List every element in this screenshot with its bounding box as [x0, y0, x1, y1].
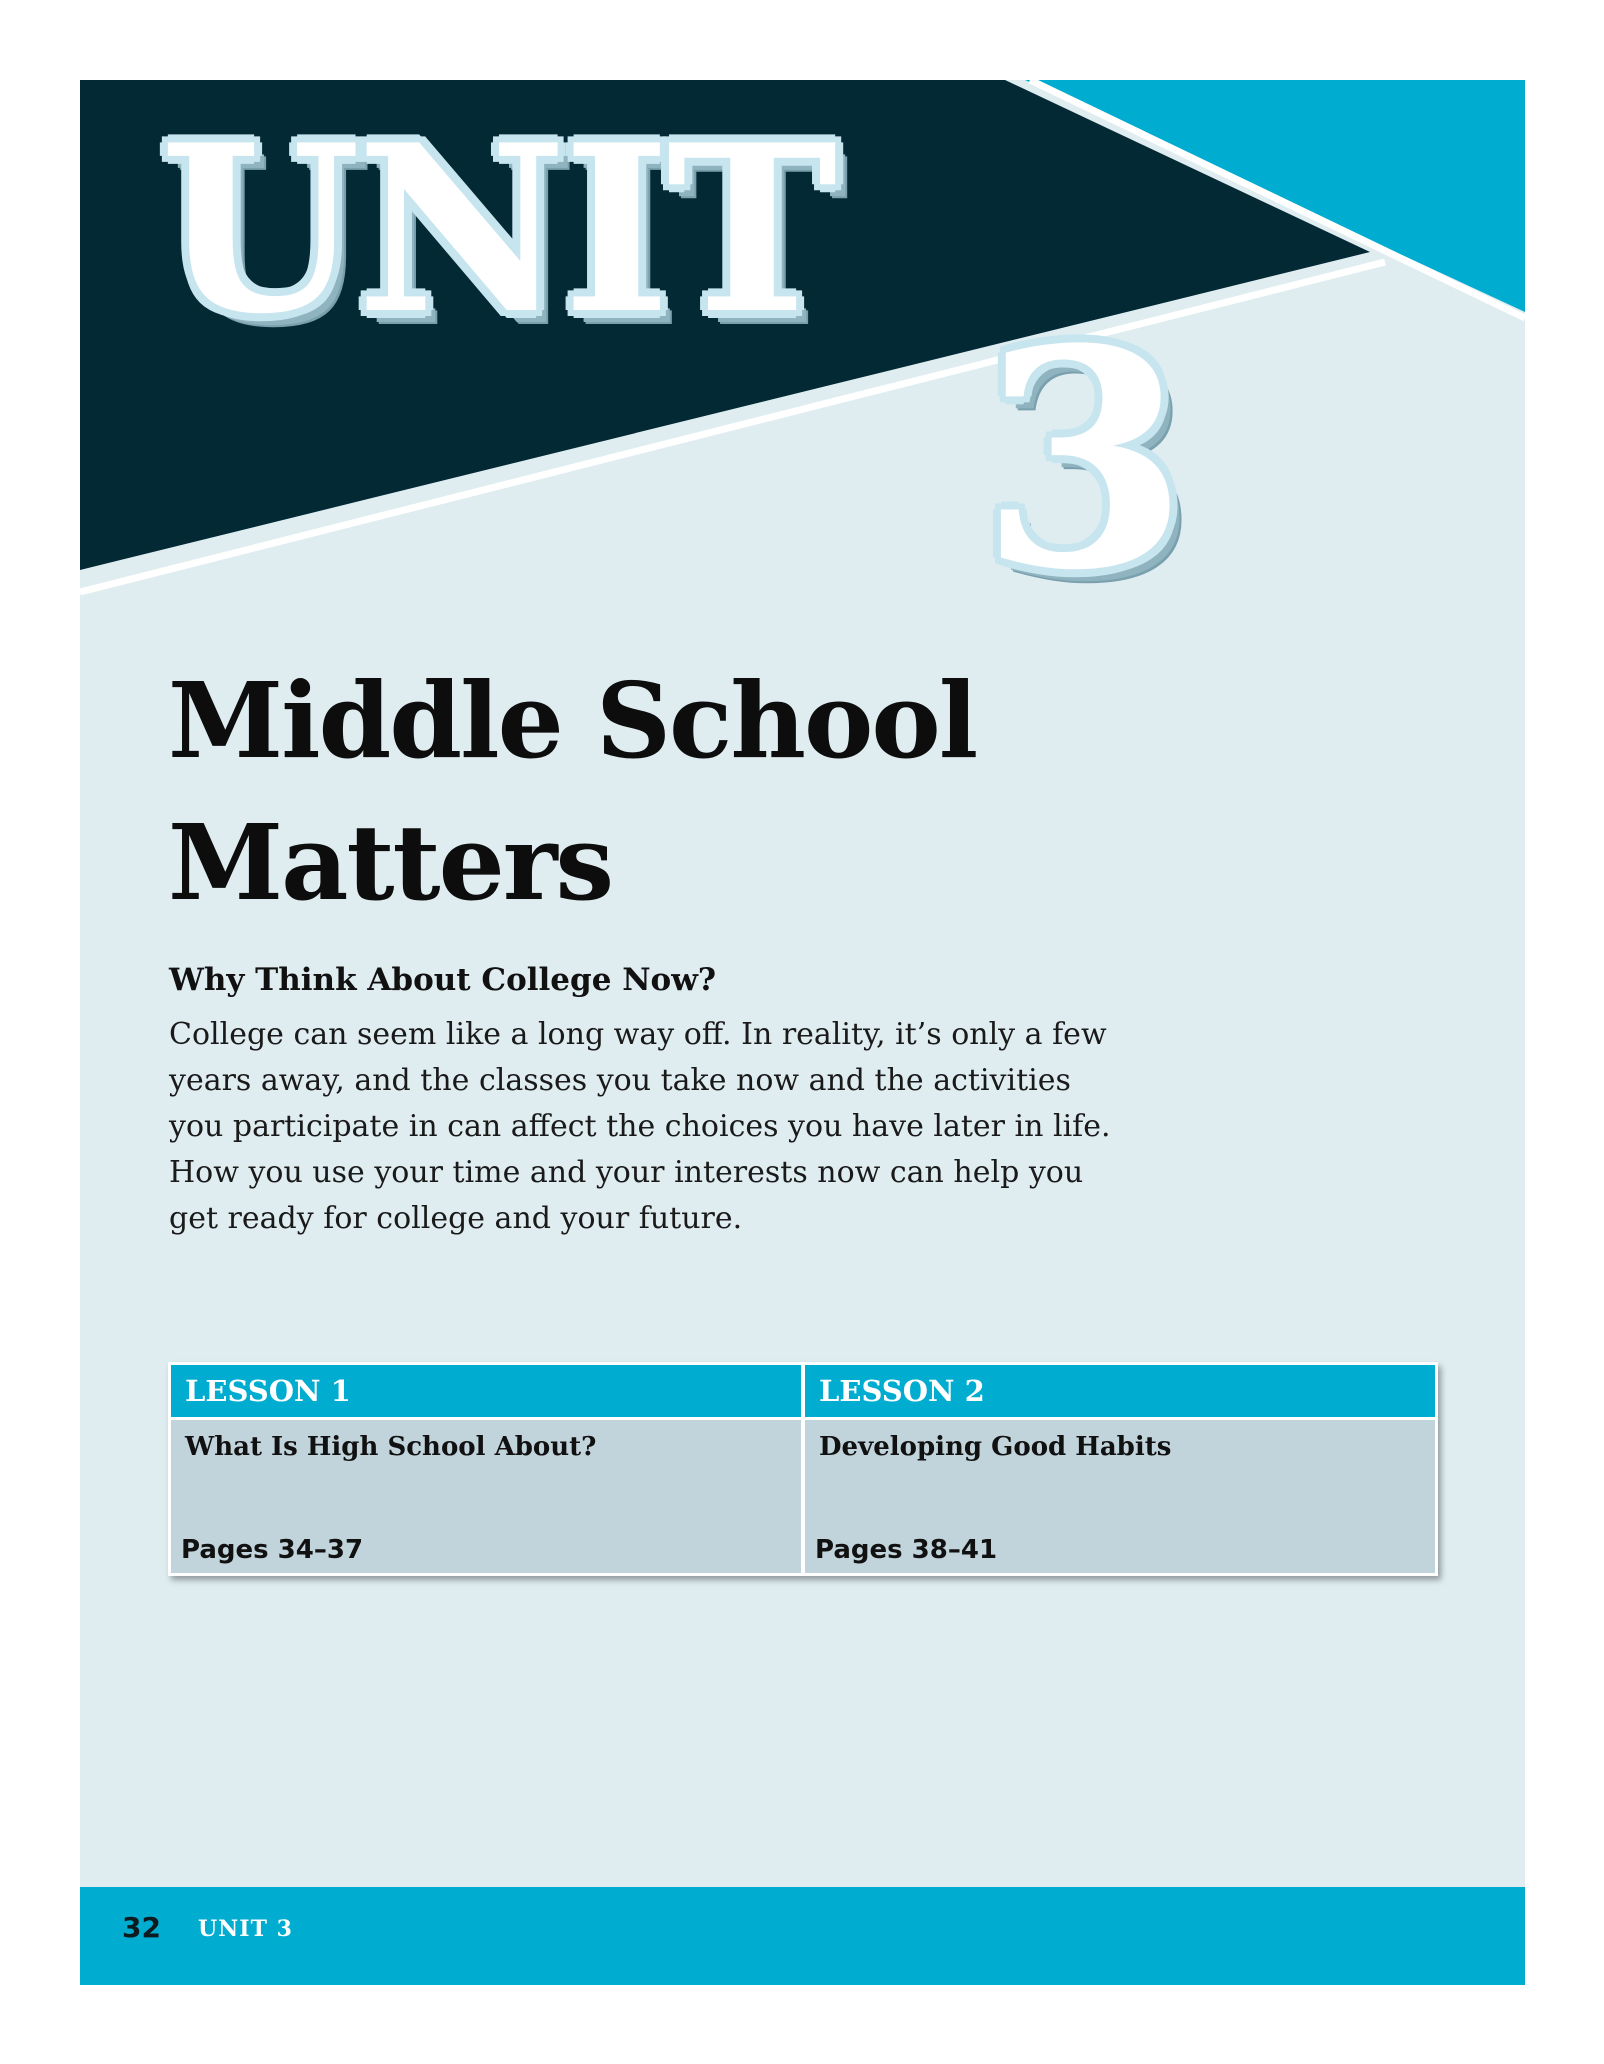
unit-title: Middle School Matters	[168, 659, 977, 924]
lessons-table	[168, 1362, 1438, 1576]
unit-word: UNIT	[160, 95, 834, 365]
lesson-label: LESSON 1	[171, 1365, 801, 1417]
intro-paragraph: College can seem like a long way off. In reality, it’s only a few years away, and the classes you take now and the activities you participate in can affect the choices you have later in life. How you use your time and your interests now can help you get ready for college and your future.	[169, 1017, 1111, 1236]
unit-number: 3	[980, 283, 1189, 636]
footer-unit-label: UNIT 3	[198, 1916, 293, 1942]
lesson-label: LESSON 2	[805, 1365, 1435, 1417]
lesson-card-2	[805, 1365, 1435, 1573]
lesson-body	[171, 1420, 801, 1573]
page-number: 32	[122, 1911, 161, 1944]
lesson-pages: Pages 38–41	[815, 1535, 998, 1565]
lesson-card-1	[171, 1365, 801, 1573]
page-footer	[80, 1887, 1525, 1985]
lesson-topic: What Is High School About?	[185, 1432, 597, 1462]
page	[80, 80, 1525, 1985]
lesson-body	[805, 1420, 1435, 1573]
section-heading: Why Think About College Now?	[169, 962, 717, 998]
lesson-topic: Developing Good Habits	[819, 1432, 1172, 1462]
lesson-pages: Pages 34–37	[181, 1535, 364, 1565]
